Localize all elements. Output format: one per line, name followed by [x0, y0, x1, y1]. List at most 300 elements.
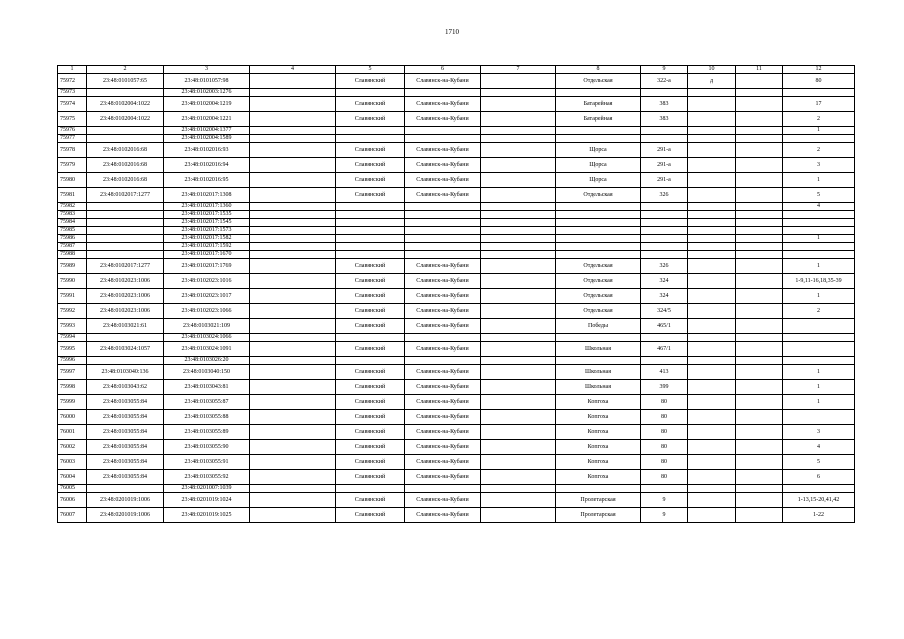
table-cell: 23:48:0102017:1592	[164, 243, 250, 251]
table-cell	[688, 203, 736, 211]
table-cell: 23:48:0102017:1670	[164, 251, 250, 259]
table-cell: 76001	[58, 425, 87, 440]
table-row	[58, 243, 855, 251]
table-cell: 76000	[58, 410, 87, 425]
table-cell	[736, 89, 783, 97]
table-cell: Славянск-на-Кубани	[405, 274, 481, 289]
table-cell: 17	[783, 97, 855, 112]
table-cell: 75991	[58, 289, 87, 304]
table-cell: Славянский	[336, 395, 405, 410]
table-cell	[556, 211, 641, 219]
table-cell	[481, 251, 556, 259]
table-cell: 23:48:0103055:88	[164, 410, 250, 425]
column-header: 10	[688, 66, 736, 74]
table-cell: Славянский	[336, 173, 405, 188]
table-row	[58, 410, 855, 425]
table-row	[58, 425, 855, 440]
column-header: 6	[405, 66, 481, 74]
table-cell	[481, 97, 556, 112]
table-row	[58, 395, 855, 410]
table-cell	[736, 143, 783, 158]
table-cell	[736, 158, 783, 173]
table-cell	[87, 89, 164, 97]
table-cell	[783, 227, 855, 235]
table-cell: 1	[783, 235, 855, 243]
table-cell	[556, 203, 641, 211]
table-row	[58, 227, 855, 235]
table-cell: 1-13,15-20,41,42	[783, 493, 855, 508]
table-cell: 76007	[58, 508, 87, 523]
table-row	[58, 259, 855, 274]
table-cell	[250, 74, 336, 89]
table-cell	[736, 219, 783, 227]
table-cell	[87, 485, 164, 493]
table-cell	[641, 485, 688, 493]
table-row	[58, 251, 855, 259]
table-cell: 1	[783, 259, 855, 274]
table-cell: Славянск-на-Кубани	[405, 188, 481, 203]
table-cell	[336, 135, 405, 143]
table-cell: 413	[641, 365, 688, 380]
table-cell	[481, 274, 556, 289]
table-cell: Славянский	[336, 493, 405, 508]
table-cell: 23:48:0102004:1377	[164, 127, 250, 135]
table-cell	[336, 211, 405, 219]
table-cell	[87, 203, 164, 211]
table-row	[58, 357, 855, 365]
table-cell: Щорса	[556, 158, 641, 173]
table-cell	[556, 235, 641, 243]
table-cell	[87, 235, 164, 243]
table-row	[58, 304, 855, 319]
table-cell	[250, 395, 336, 410]
table-cell	[736, 227, 783, 235]
table-cell	[783, 135, 855, 143]
table-cell	[336, 219, 405, 227]
table-cell	[688, 342, 736, 357]
table-cell	[250, 143, 336, 158]
table-cell	[783, 410, 855, 425]
table-cell: Славянский	[336, 188, 405, 203]
table-cell	[481, 135, 556, 143]
table-row	[58, 203, 855, 211]
table-cell	[783, 319, 855, 334]
table-cell: 75985	[58, 227, 87, 235]
table-cell: 23:48:0102023:1066	[164, 304, 250, 319]
table-cell: 23:48:0102017:1535	[164, 211, 250, 219]
table-cell	[736, 470, 783, 485]
table-cell: 23:48:0103043:62	[87, 380, 164, 395]
table-cell	[250, 219, 336, 227]
table-cell	[688, 259, 736, 274]
table-cell: 23:48:0102004:1219	[164, 97, 250, 112]
table-cell: Славянск-на-Кубани	[405, 425, 481, 440]
table-row	[58, 235, 855, 243]
table-cell: 322-а	[641, 74, 688, 89]
table-cell: 326	[641, 259, 688, 274]
table-cell: 23:48:0103055:87	[164, 395, 250, 410]
table-cell: Копгоха	[556, 425, 641, 440]
table-cell: Копгоха	[556, 440, 641, 455]
table-cell	[688, 112, 736, 127]
table-row	[58, 470, 855, 485]
table-cell: 23:48:0103055:84	[87, 410, 164, 425]
table-cell: 5	[783, 188, 855, 203]
table-cell	[736, 319, 783, 334]
table-cell	[481, 235, 556, 243]
table-cell: 75978	[58, 143, 87, 158]
table-cell: Славянск-на-Кубани	[405, 319, 481, 334]
table-cell: Славянский	[336, 425, 405, 440]
table-cell	[688, 127, 736, 135]
table-cell	[481, 380, 556, 395]
table-cell	[405, 89, 481, 97]
table-cell	[481, 334, 556, 342]
table-cell: 9	[641, 508, 688, 523]
table-cell	[783, 251, 855, 259]
table-cell	[250, 235, 336, 243]
table-cell	[336, 485, 405, 493]
table-row	[58, 211, 855, 219]
table-row	[58, 380, 855, 395]
table-cell	[250, 158, 336, 173]
table-cell: 23:48:0102016:94	[164, 158, 250, 173]
table-cell	[688, 274, 736, 289]
table-cell: 75996	[58, 357, 87, 365]
table-cell	[481, 74, 556, 89]
table-cell: 76006	[58, 493, 87, 508]
table-cell	[736, 365, 783, 380]
table-cell: 3	[783, 425, 855, 440]
table-cell	[250, 211, 336, 219]
table-cell	[481, 319, 556, 334]
table-cell	[736, 342, 783, 357]
table-cell: Славянский	[336, 440, 405, 455]
table-cell	[250, 365, 336, 380]
table-cell: 9	[641, 493, 688, 508]
table-row	[58, 74, 855, 89]
table-cell: Победы	[556, 319, 641, 334]
table-cell	[688, 395, 736, 410]
table-cell	[688, 357, 736, 365]
table-cell	[783, 211, 855, 219]
table-row	[58, 219, 855, 227]
table-cell	[641, 135, 688, 143]
table-cell	[556, 89, 641, 97]
table-cell: 23:48:0103043:81	[164, 380, 250, 395]
table-cell: 23:48:0103055:84	[87, 395, 164, 410]
table-cell	[556, 243, 641, 251]
table-cell	[688, 334, 736, 342]
table-cell: Отдельская	[556, 289, 641, 304]
table-cell	[481, 227, 556, 235]
table-cell	[688, 251, 736, 259]
table-cell: 80	[641, 440, 688, 455]
table-cell	[688, 380, 736, 395]
table-cell: Славянский	[336, 158, 405, 173]
table-cell: 75990	[58, 274, 87, 289]
table-cell: 23:48:0103024:1057	[87, 342, 164, 357]
table-cell: Славянск-на-Кубани	[405, 143, 481, 158]
table-cell	[250, 289, 336, 304]
table-cell	[641, 235, 688, 243]
table-cell	[641, 357, 688, 365]
table-cell: 1	[783, 127, 855, 135]
table-cell: Школьная	[556, 365, 641, 380]
table-cell: 23:48:0102004:1022	[87, 97, 164, 112]
table-cell: Славянск-на-Кубани	[405, 304, 481, 319]
column-header: 5	[336, 66, 405, 74]
table-cell: 23:48:0102023:1006	[87, 289, 164, 304]
table-cell	[250, 440, 336, 455]
table-row	[58, 173, 855, 188]
table-cell: 75994	[58, 334, 87, 342]
table-cell: 23:48:0102017:1545	[164, 219, 250, 227]
table-row	[58, 289, 855, 304]
table-row	[58, 158, 855, 173]
table-cell	[783, 334, 855, 342]
table-row	[58, 188, 855, 203]
table-cell	[250, 508, 336, 523]
table-cell: 324/5	[641, 304, 688, 319]
table-cell	[250, 89, 336, 97]
table-cell: 23:48:0101057:65	[87, 74, 164, 89]
table-cell: 75982	[58, 203, 87, 211]
table-cell	[481, 455, 556, 470]
table-cell: 75999	[58, 395, 87, 410]
table-cell: 5	[783, 455, 855, 470]
table-cell: Школьная	[556, 342, 641, 357]
table-cell	[783, 219, 855, 227]
table-cell: 23:48:0103040:150	[164, 365, 250, 380]
register-table	[57, 65, 855, 523]
table-cell: 1	[783, 380, 855, 395]
table-cell: Славянский	[336, 112, 405, 127]
table-cell: Славянский	[336, 470, 405, 485]
table-cell: 399	[641, 380, 688, 395]
table-cell	[736, 380, 783, 395]
table-cell: 23:48:0102023:1006	[87, 274, 164, 289]
table-cell: Славянск-на-Кубани	[405, 365, 481, 380]
table-cell: 75974	[58, 97, 87, 112]
table-cell: Славянский	[336, 380, 405, 395]
table-cell	[336, 251, 405, 259]
table-cell	[250, 304, 336, 319]
table-cell: 80	[641, 455, 688, 470]
table-cell	[688, 319, 736, 334]
table-cell	[688, 493, 736, 508]
table-cell: 23:48:0103055:84	[87, 455, 164, 470]
table-cell: 23:48:0102016:68	[87, 173, 164, 188]
table-row	[58, 334, 855, 342]
table-cell	[736, 493, 783, 508]
table-cell: 23:48:0102016:68	[87, 143, 164, 158]
table-cell	[783, 342, 855, 357]
table-cell: 1-9,11-16,18,35-39	[783, 274, 855, 289]
table-cell: 23:48:0201019:1024	[164, 493, 250, 508]
table-cell	[250, 380, 336, 395]
table-cell: Славянский	[336, 304, 405, 319]
table-cell: 75987	[58, 243, 87, 251]
table-cell: 80	[641, 410, 688, 425]
table-cell	[250, 485, 336, 493]
table-cell: Отдельская	[556, 74, 641, 89]
header-row	[58, 66, 855, 74]
table-cell	[481, 188, 556, 203]
table-cell	[688, 304, 736, 319]
table-cell: 6	[783, 470, 855, 485]
table-cell: 2	[783, 112, 855, 127]
table-cell: Славянск-на-Кубани	[405, 74, 481, 89]
table-cell	[688, 135, 736, 143]
table-cell: 4	[783, 440, 855, 455]
table-cell	[641, 243, 688, 251]
table-cell	[481, 243, 556, 251]
table-cell	[688, 227, 736, 235]
table-cell: 75980	[58, 173, 87, 188]
table-cell	[481, 508, 556, 523]
table-cell: 23:48:0103055:90	[164, 440, 250, 455]
table-cell	[87, 243, 164, 251]
table-cell	[405, 127, 481, 135]
table-cell	[250, 410, 336, 425]
table-cell: 23:48:0103055:84	[87, 425, 164, 440]
table-cell	[736, 127, 783, 135]
table-cell	[736, 211, 783, 219]
table-cell: Славянский	[336, 342, 405, 357]
table-cell: Отдельская	[556, 259, 641, 274]
table-cell: 324	[641, 289, 688, 304]
table-cell: 2	[783, 143, 855, 158]
table-cell	[736, 304, 783, 319]
table-cell: Славянский	[336, 319, 405, 334]
table-cell: Копгоха	[556, 395, 641, 410]
table-cell: 75997	[58, 365, 87, 380]
table-cell	[250, 357, 336, 365]
table-cell: 1	[783, 365, 855, 380]
table-cell: 23:48:0103055:91	[164, 455, 250, 470]
table-cell	[736, 455, 783, 470]
table-cell	[481, 173, 556, 188]
column-header: 11	[736, 66, 783, 74]
table-cell: 23:48:0102017:1573	[164, 227, 250, 235]
table-cell: Школьная	[556, 380, 641, 395]
column-header: 2	[87, 66, 164, 74]
table-cell	[87, 334, 164, 342]
table-cell	[250, 425, 336, 440]
table-cell	[336, 227, 405, 235]
table-cell: 75981	[58, 188, 87, 203]
column-header: 7	[481, 66, 556, 74]
table-cell: Отдельская	[556, 188, 641, 203]
table-cell	[481, 219, 556, 227]
table-cell: 76003	[58, 455, 87, 470]
table-cell	[405, 485, 481, 493]
table-cell: 1	[783, 395, 855, 410]
table-cell	[688, 89, 736, 97]
table-row	[58, 135, 855, 143]
table-cell	[336, 357, 405, 365]
table-cell	[87, 211, 164, 219]
table-cell: Славянский	[336, 289, 405, 304]
table-cell: 75989	[58, 259, 87, 274]
table-cell	[736, 410, 783, 425]
table-cell	[556, 219, 641, 227]
table-cell	[688, 158, 736, 173]
column-header: 4	[250, 66, 336, 74]
table-cell	[481, 143, 556, 158]
table-cell	[336, 235, 405, 243]
table-cell	[481, 425, 556, 440]
table-cell: Отдельская	[556, 274, 641, 289]
column-header: 9	[641, 66, 688, 74]
table-cell	[250, 112, 336, 127]
table-cell	[641, 334, 688, 342]
table-cell: 383	[641, 97, 688, 112]
table-cell: д	[688, 74, 736, 89]
table-cell: Славянский	[336, 143, 405, 158]
table-cell: Славянск-на-Кубани	[405, 395, 481, 410]
table-cell: 2	[783, 304, 855, 319]
table-cell	[736, 135, 783, 143]
column-header: 3	[164, 66, 250, 74]
table-cell: Славянский	[336, 455, 405, 470]
table-cell: Славянский	[336, 410, 405, 425]
table-cell: 75984	[58, 219, 87, 227]
table-cell	[481, 89, 556, 97]
table-cell: Щорса	[556, 173, 641, 188]
table-cell	[481, 158, 556, 173]
table-cell	[688, 219, 736, 227]
table-cell	[250, 188, 336, 203]
table-cell: 80	[783, 74, 855, 89]
table-cell: 23:48:0102023:1016	[164, 274, 250, 289]
table-cell: Славянский	[336, 259, 405, 274]
table-cell: 80	[641, 470, 688, 485]
table-cell	[736, 243, 783, 251]
table-cell: 324	[641, 274, 688, 289]
table-cell	[688, 235, 736, 243]
table-cell	[641, 127, 688, 135]
table-cell	[688, 289, 736, 304]
table-cell	[405, 211, 481, 219]
table-cell	[250, 251, 336, 259]
table-cell	[688, 188, 736, 203]
table-cell	[688, 485, 736, 493]
table-cell	[783, 485, 855, 493]
page-number: 1710	[445, 28, 459, 36]
table-cell: 23:48:0102023:1006	[87, 304, 164, 319]
table-cell: 80	[641, 425, 688, 440]
table-row	[58, 319, 855, 334]
table-cell	[736, 112, 783, 127]
table-cell	[556, 227, 641, 235]
table-cell	[736, 425, 783, 440]
table-cell: 23:48:0102017:1360	[164, 203, 250, 211]
table-cell: 467/1	[641, 342, 688, 357]
table-cell	[250, 493, 336, 508]
table-cell	[336, 203, 405, 211]
table-cell: Славянский	[336, 274, 405, 289]
table-cell	[688, 440, 736, 455]
table-cell	[736, 251, 783, 259]
table-cell: Щорса	[556, 143, 641, 158]
table-cell: Копгоха	[556, 455, 641, 470]
table-cell	[736, 188, 783, 203]
table-cell	[556, 357, 641, 365]
table-cell	[641, 89, 688, 97]
table-cell: 23:48:0103021:61	[87, 319, 164, 334]
